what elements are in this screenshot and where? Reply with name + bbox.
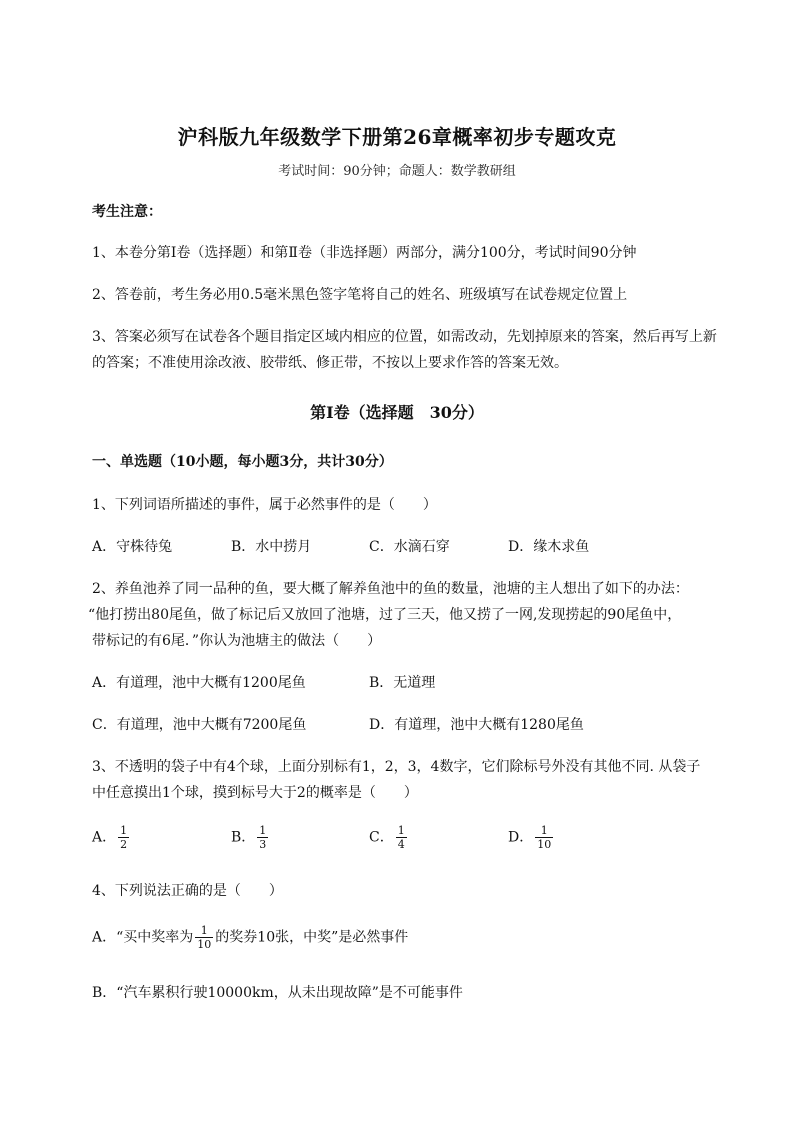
q3-option-a-letter: A． — [92, 829, 117, 846]
q3-option-d-letter: D． — [508, 829, 534, 846]
q2-option-c[interactable]: C．有道理，池中大概有7200尾鱼 — [92, 717, 307, 733]
question-2-stem-line-1: 2、养鱼池养了同一品种的鱼，要大概了解养鱼池中的鱼的数量，池塘的主人想出了如下的办法： — [92, 581, 689, 597]
question-2-stem-line-2: “他打捞出80尾鱼，做了标记后又放回了池塘，过了三天，他又捞了一网,发现捞起的90尾鱼中， — [88, 607, 682, 623]
exam-subtitle: 考试时间：90分钟；命题人：数学教研组 — [278, 164, 516, 179]
fraction-numerator: 1 — [397, 824, 405, 837]
q4-option-b[interactable]: B．“汽车累积行驶10000km，从未出现故障”是不可能事件 — [92, 985, 463, 1001]
section-title: 第Ⅰ卷（选择题 30分） — [310, 403, 484, 422]
q2-option-b[interactable]: B．无道理 — [369, 675, 436, 691]
question-4-stem: 4、下列说法正确的是（ ） — [92, 883, 283, 899]
question-2-stem-line-3: 带标记的有6尾．”你认为池塘主的做法（ ） — [92, 633, 382, 649]
notice-item-2: 2、答卷前，考生务必用0.5毫米黑色签字笔将自己的姓名、班级填写在试卷规定位置上 — [92, 287, 628, 303]
fraction — [535, 824, 553, 851]
fraction-numerator: 1 — [200, 924, 208, 937]
q4-option-a-suffix: 的奖券10张，中奖”是必然事件 — [215, 929, 409, 946]
fraction-denominator: 10 — [537, 838, 552, 851]
q3-option-c[interactable] — [369, 824, 409, 851]
fraction — [396, 824, 407, 851]
notice-item-1: 1、本卷分第Ⅰ卷（选择题）和第Ⅱ卷（非选择题）两部分，满分100分，考试时间90分钟 — [92, 245, 637, 261]
question-3-stem-line-2: 中任意摸出1个球，摸到标号大于2的概率是（ ） — [92, 785, 418, 801]
fraction-denominator: 10 — [197, 938, 212, 951]
q1-option-b[interactable]: B．水中捞月 — [231, 539, 312, 555]
fraction-numerator: 1 — [259, 824, 267, 837]
fraction-denominator: 3 — [259, 838, 267, 851]
question-1-stem: 1、下列词语所描述的事件，属于必然事件的是（ ） — [92, 497, 437, 513]
notice-item-3: 3、答案必须写在试卷各个题目指定区域内相应的位置，如需改动，先划掉原来的答案，然后再写上新 — [92, 329, 717, 345]
page-title: 沪科版九年级数学下册第26章概率初步专题攻克 — [177, 125, 617, 149]
question-3-stem-line-1: 3、不透明的袋子中有4个球，上面分别标有1，2，3，4数字，它们除标号外没有其他不同. 从袋子 — [92, 759, 701, 775]
q3-option-d[interactable] — [508, 824, 555, 851]
fraction — [195, 924, 213, 951]
q1-option-a[interactable]: A．守株待兔 — [92, 539, 173, 555]
fraction-numerator: 1 — [540, 824, 548, 837]
q4-option-a[interactable] — [92, 924, 408, 951]
notice-item-3-cont: 的答案；不准使用涂改液、胶带纸、修正带，不按以上要求作答的答案无效。 — [92, 355, 568, 371]
q3-option-a[interactable] — [92, 824, 131, 851]
q3-option-b[interactable] — [231, 824, 270, 851]
part-heading: 一、单选题（10小题，每小题3分，共计30分） — [92, 454, 393, 470]
q4-option-a-prefix: A．“买中奖率为 — [92, 929, 194, 946]
fraction-denominator: 4 — [397, 838, 405, 851]
notice-heading: 考生注意： — [92, 204, 162, 220]
q1-option-d[interactable]: D．缘木求鱼 — [508, 539, 590, 555]
fraction — [118, 824, 129, 851]
fraction — [257, 824, 268, 851]
q1-option-c[interactable]: C．水滴石穿 — [369, 539, 450, 555]
q2-option-d[interactable]: D．有道理，池中大概有1280尾鱼 — [369, 717, 584, 733]
q3-option-c-letter: C． — [369, 829, 394, 846]
fraction-denominator: 2 — [120, 838, 128, 851]
q3-option-b-letter: B． — [231, 829, 256, 846]
q2-option-a[interactable]: A．有道理，池中大概有1200尾鱼 — [92, 675, 306, 691]
fraction-numerator: 1 — [120, 824, 128, 837]
